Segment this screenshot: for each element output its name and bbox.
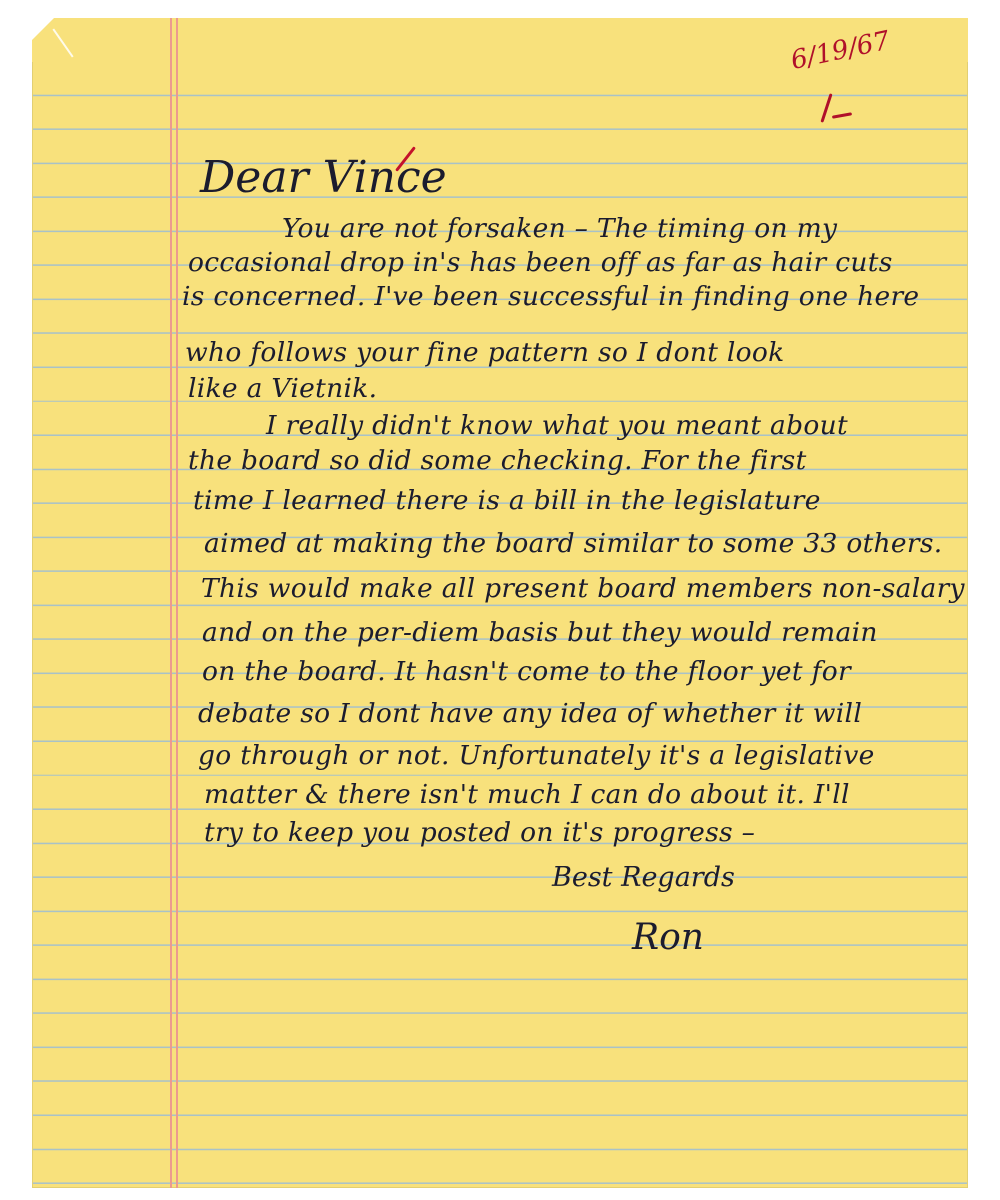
red-date-underline <box>832 112 852 118</box>
body-line-15: matter & there isn't much I can do about it. I'll <box>204 779 850 810</box>
body-line-11: and on the per-diem basis but they would remain <box>202 617 878 648</box>
body-line-10: This would make all present board members non-salary <box>201 573 965 604</box>
margin-line-left <box>170 18 172 1188</box>
salutation: Dear Vince <box>200 152 447 203</box>
body-line-8: time I learned there is a bill in the legislature <box>193 485 821 516</box>
body-line-2: occasional drop in's has been off as far as hair cuts <box>188 247 893 278</box>
body-line-9: aimed at making the board similar to some 33 others. <box>204 528 943 559</box>
letter-date: 6/19/67 <box>788 25 893 76</box>
margin-line-right <box>176 18 178 1188</box>
body-line-3: is concerned. I've been successful in finding one here <box>182 281 920 312</box>
body-line-14: go through or not. Unfortunately it's a legislative <box>198 740 875 771</box>
body-line-7: the board so did some checking. For the first <box>188 445 807 476</box>
signature: Ron <box>632 917 704 958</box>
body-line-4: who follows your fine pattern so I dont look <box>185 337 785 368</box>
legal-pad-page <box>32 18 968 1188</box>
body-line-12: on the board. It hasn't come to the floor yet for <box>202 656 851 687</box>
red-date-annotation <box>820 93 832 122</box>
body-line-6: I really didn't know what you meant about <box>266 410 848 441</box>
closing: Best Regards <box>552 862 735 893</box>
body-line-16: try to keep you posted on it's progress – <box>204 817 756 848</box>
body-line-1: You are not forsaken – The timing on my <box>282 213 838 244</box>
body-line-5: like a Vietnik. <box>188 373 378 404</box>
body-line-13: debate so I dont have any idea of whether it will <box>198 698 863 729</box>
